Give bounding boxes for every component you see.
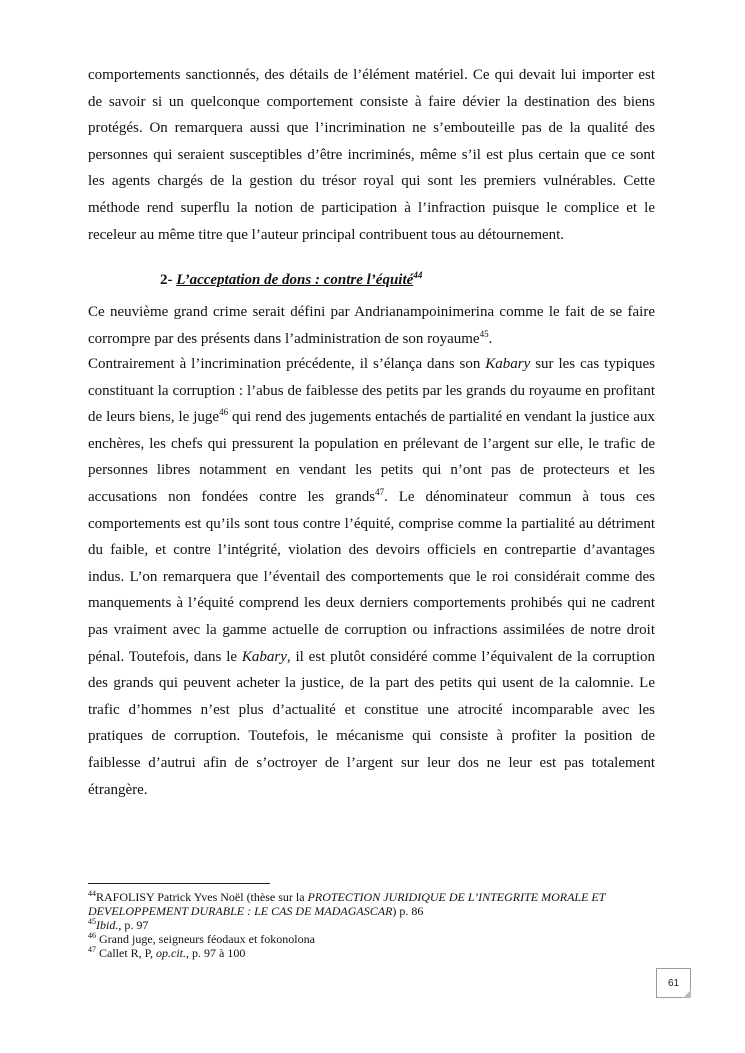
- footnote-text: , p. 97 à 100: [186, 946, 246, 960]
- heading-number: 2-: [160, 272, 173, 288]
- paragraph-2: [88, 299, 655, 352]
- footnote-ref-45[interactable]: 45: [479, 328, 489, 339]
- footnote-text: Grand juge, seigneurs féodaux et fokonolona: [96, 932, 315, 946]
- kabary-term: Kabary: [485, 356, 531, 372]
- footnote-text: , p. 97: [118, 918, 149, 932]
- footnote-text: Callet R, P,: [96, 946, 157, 960]
- paragraph-3: [88, 351, 655, 803]
- footnote-italic: op.cit.: [156, 946, 187, 960]
- paragraph-3-part4: . Le dénominateur commun à tous ces comportements est qu’ils sont tous contre l’équité, comprise comme la partialité au détriment du faible, et contre l’intégrité, violation des devoirs officiels en contrepartie d’avantages indus. L’on remarquera que l’éventail des comportements que le roi considérait comme des manquements à l’équité comprend les deux derniers comportements prohibés qui ne cadrent pas vraiment avec la gamme actuelle de corruption ou infractions assimilées de notre droit pénal. Toutefois, dans le: [88, 488, 656, 665]
- footnote-45: [88, 918, 658, 932]
- footnote-text: ) p. 86: [392, 904, 424, 918]
- footnote-46: [88, 932, 658, 946]
- paragraph-3-part3: qui rend des jugements entachés de partialité en vendant la justice aux enchères, les chefs qui pressurent la population en prélevant de l’argent sur elle, le trafic de personnes libres notamment en vendant les petits qui n’ont pas de protecteurs et les accusations non fondées contre les grands: [88, 409, 655, 505]
- paragraph-2-end: .: [488, 330, 493, 347]
- paragraph-1: comportements sanctionnés, des détails de l’élément matériel. Ce qui devait lui importer est de savoir si un quelconque comportement consiste à faire dévier la destination des biens protégés. On remarquera aussi que l’incrimination ne s’embouteille pas de la qualité des personnes qui seraient susceptibles d’être incriminés, même s’il est plus certain que ce sont les agents chargés de la gestion du trésor royal qui sont les premiers vulnérables. Cette méthode rend superflu la notion de participation à l’infraction puisque le complice et le receleur au même titre que l’auteur principal contribuent tous au détournement.: [88, 67, 655, 243]
- paragraph-2-text: Ce neuvième grand crime serait défini par Andrianampoinimerina comme le fait de se faire corrompre par des présents dans l’administration de son royaume: [88, 304, 655, 347]
- footnote-ref-44[interactable]: 44: [413, 270, 423, 280]
- paragraph-3-part1: Contrairement à l’incrimination précédente, il s’élança dans son: [88, 356, 486, 372]
- page-number-box: [656, 968, 691, 998]
- footnote-number: 44: [88, 889, 96, 898]
- footnote-47: [88, 946, 658, 960]
- footnote-separator: [88, 883, 270, 884]
- paragraph-3-part2: sur les cas typiques constituant la corruption : l’abus de faiblesse des petits par les grands du royaume en profitant de leurs biens, le juge: [88, 356, 655, 426]
- heading-title: L’acceptation de dons : contre l’équité: [176, 272, 414, 288]
- footnote-text: RAFOLISY Patrick Yves Noël (thèse sur la: [96, 890, 308, 904]
- footnote-italic: Ibid.: [96, 918, 119, 932]
- section-heading: [160, 272, 422, 289]
- footnote-number: 45: [88, 917, 96, 926]
- paragraph-3-part5: , il est plutôt considéré comme l’équivalent de la corruption des grands qui peuvent acheter la justice, de la part des petits qui usent de la calomnie. Le trafic d’hommes n’est plus d’actualité et constitue une atrocité incomparable avec les pratiques de corruption. Toutefois, le mécanisme qui consiste à profiter la position de faiblesse d’autrui afin de s’octroyer de l’argent sur leur dos ne leur est pas totalement étrangère.: [88, 648, 655, 798]
- kabary-term: Kabary: [241, 648, 287, 665]
- footnote-number: 47: [88, 945, 96, 954]
- footnote-ref-47[interactable]: 47: [375, 486, 385, 497]
- footnote-italic: PROTECTION JURIDIQUE DE L’INTEGRITE MORALE ET DEVELOPPEMENT DURABLE : LE CAS DE MADAGASCAR: [88, 890, 606, 918]
- page-number: 61: [667, 977, 680, 989]
- footnote-number: 46: [88, 931, 96, 940]
- footnote-ref-46[interactable]: 46: [219, 407, 229, 418]
- footnote-44: [88, 890, 658, 918]
